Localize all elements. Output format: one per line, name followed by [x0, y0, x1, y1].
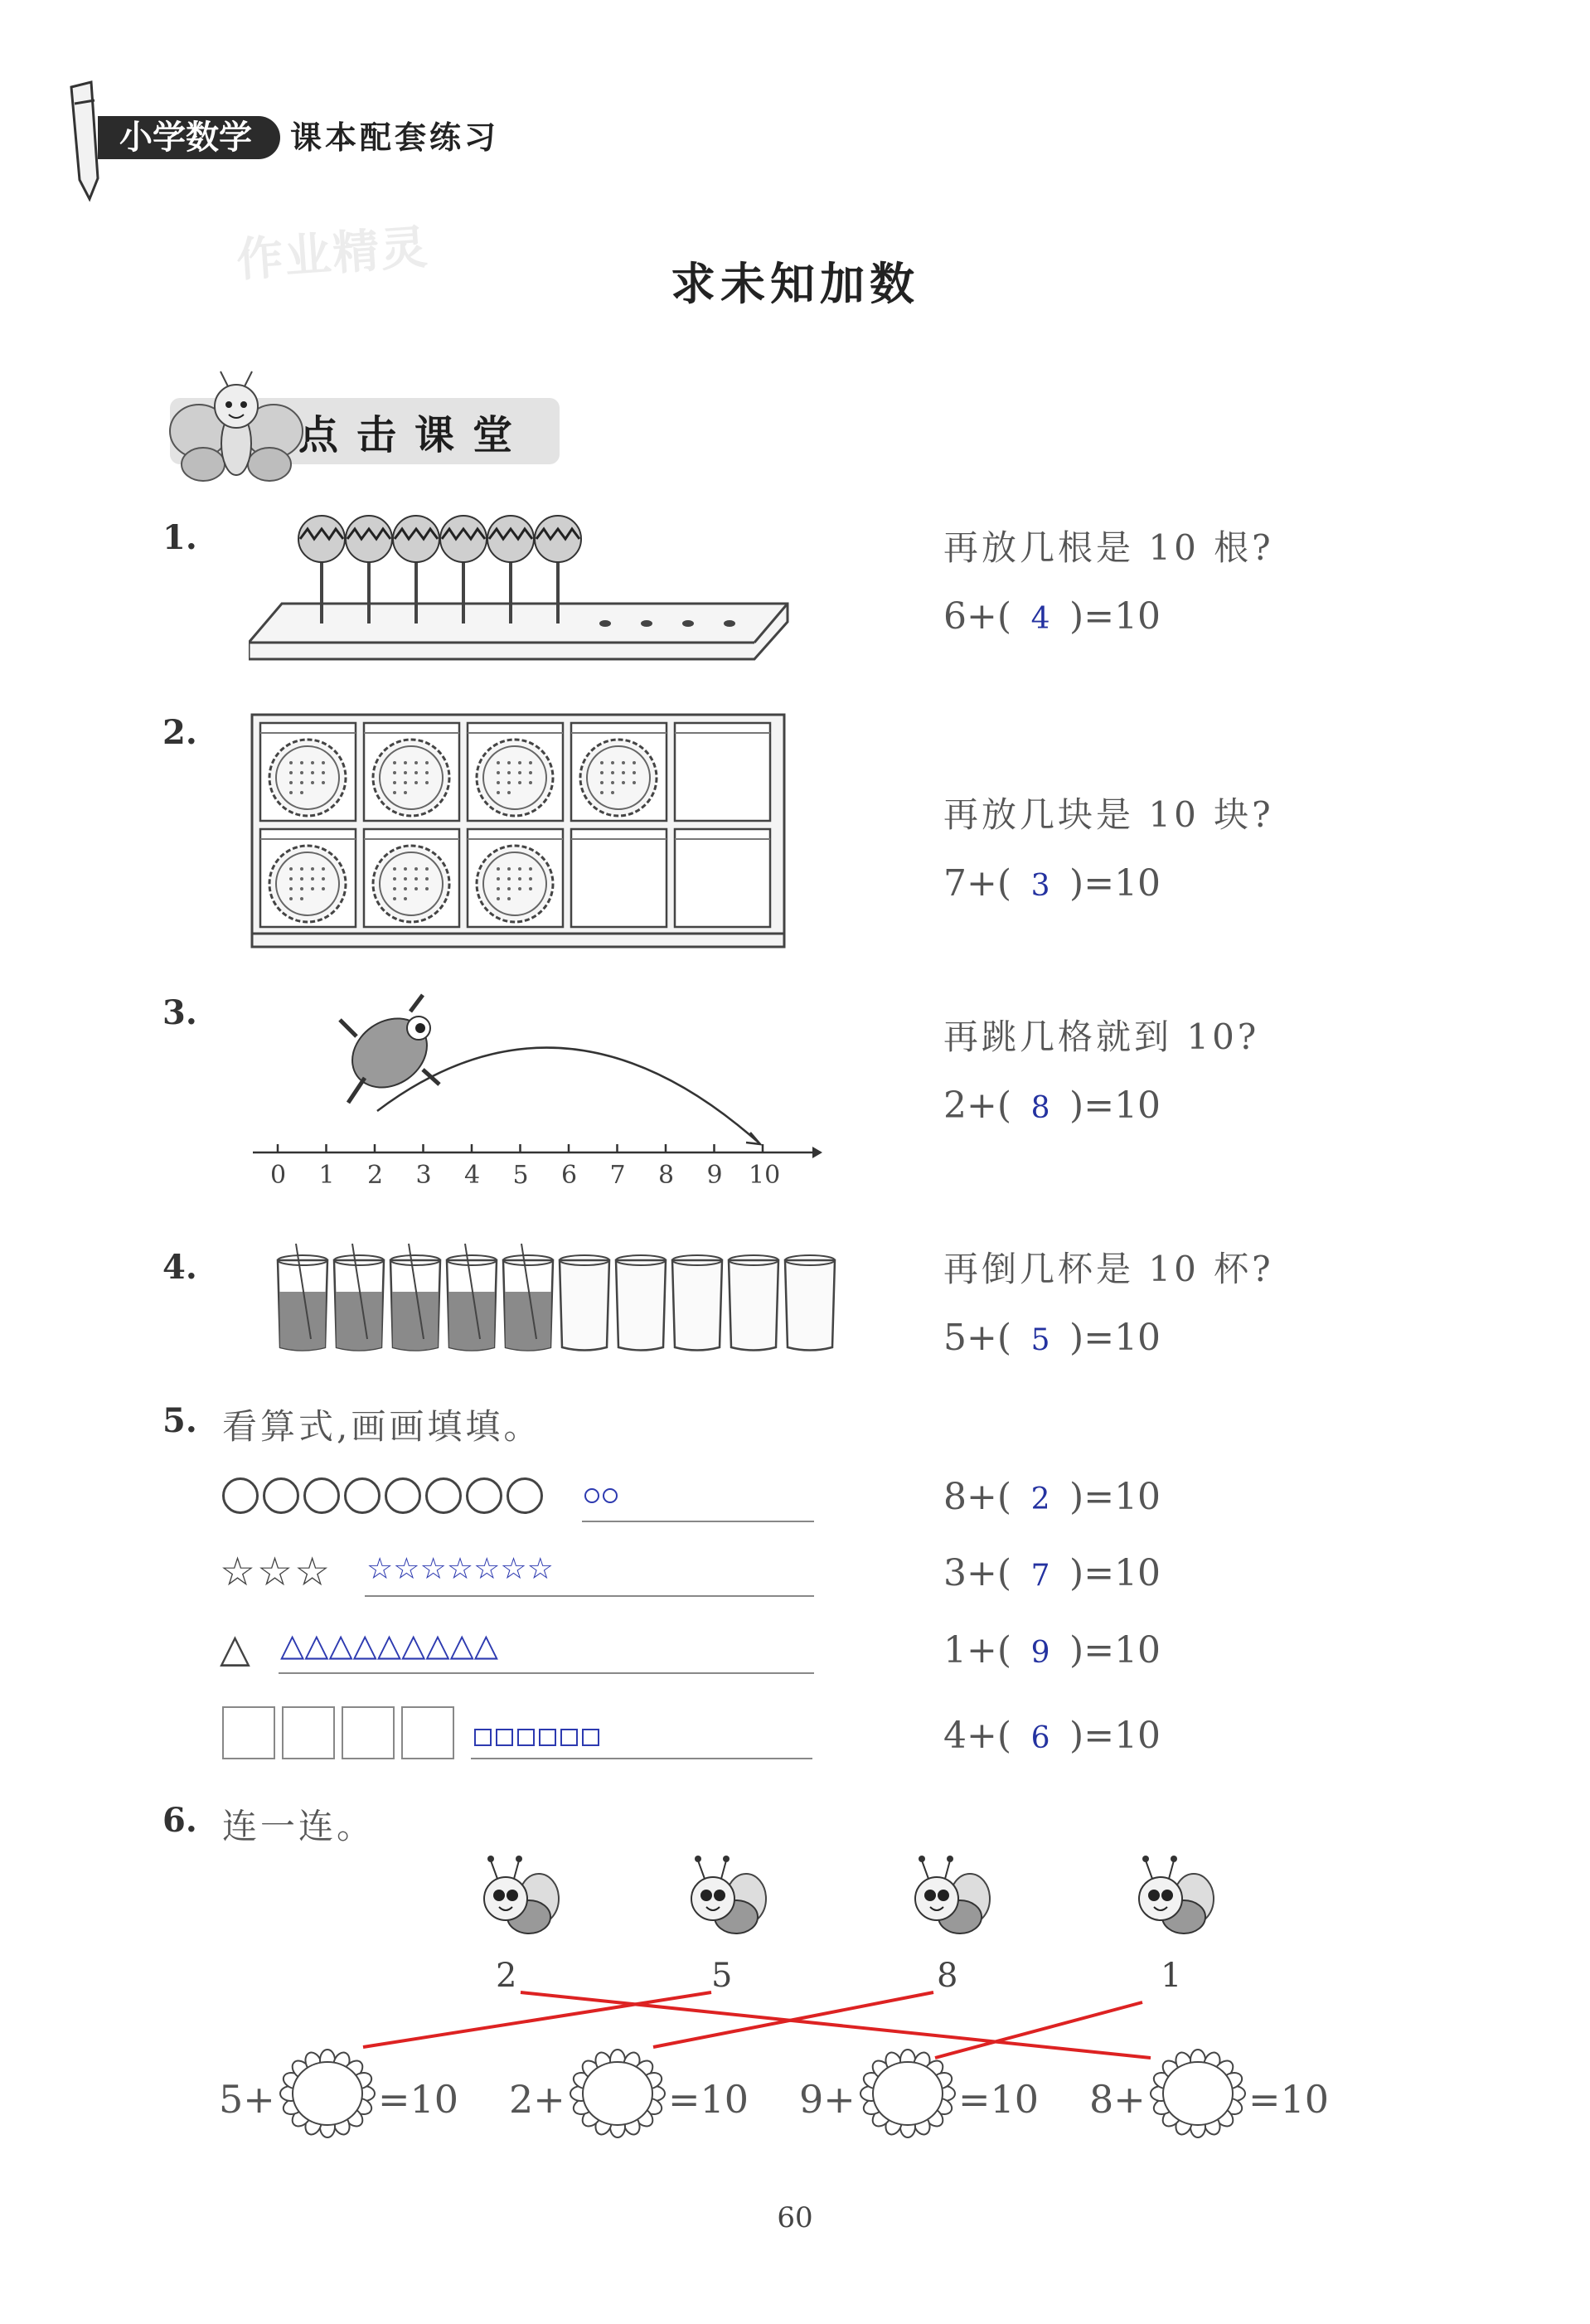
equation: 8+( 2 )=10	[943, 1476, 1161, 1518]
bee-number: 2	[496, 1957, 517, 1995]
equation: 1+( 9 )=10	[943, 1629, 1161, 1671]
tick-label: 0	[270, 1161, 287, 1190]
cracker	[477, 740, 553, 816]
flower-lhs: 2+	[509, 2077, 565, 2122]
box-cell	[571, 829, 667, 927]
tick-label: 1	[318, 1161, 335, 1190]
lesson-title: 求未知加数	[671, 258, 919, 310]
question-prompt: 再跳几格就到 10?	[943, 1016, 1260, 1057]
lollipop-board	[249, 506, 796, 672]
bee-icon	[484, 1856, 559, 1933]
tick-label: 6	[561, 1161, 578, 1190]
bee-number: 8	[937, 1957, 958, 1995]
tick-label: 2	[367, 1161, 384, 1190]
connection-lines	[363, 1992, 1151, 2058]
section-title: 点击课堂	[298, 412, 531, 458]
drawn-triangle: △	[220, 1625, 250, 1671]
question-prompt: 再放几块是 10 块?	[943, 794, 1274, 835]
box-cell	[364, 829, 459, 927]
cup	[785, 1255, 835, 1351]
flower-blank	[570, 2050, 665, 2137]
question-number: 5.	[162, 1401, 197, 1440]
cups	[269, 1235, 850, 1360]
question-number: 4.	[162, 1248, 197, 1287]
box-cell	[468, 829, 563, 927]
answer[interactable]: 7	[1030, 1559, 1050, 1593]
tick-label: 4	[464, 1161, 481, 1190]
answer[interactable]: 8	[1030, 1091, 1050, 1125]
answer[interactable]: 3	[1030, 869, 1050, 903]
answer[interactable]: 4	[1030, 602, 1050, 636]
question-prompt: 连一连。	[222, 1806, 376, 1846]
answer[interactable]: 9	[1030, 1636, 1050, 1670]
cup	[503, 1244, 553, 1351]
drawn-stars: ☆☆☆	[220, 1549, 332, 1595]
question-number: 3.	[162, 993, 197, 1032]
cracker	[269, 846, 346, 922]
box-cell	[571, 723, 667, 821]
flower-rhs: =10	[668, 2077, 749, 2122]
flower-blank	[860, 2050, 955, 2137]
bee-icon	[691, 1856, 766, 1933]
cracker	[580, 740, 657, 816]
tick-label: 7	[609, 1161, 626, 1190]
question-prompt: 再倒几杯是 10 杯?	[943, 1249, 1274, 1289]
watermark-logo: 作业精灵	[235, 220, 431, 289]
equation: 6+( 4 )=10	[943, 595, 1161, 638]
cracker	[373, 740, 449, 816]
cracker-box	[249, 711, 788, 956]
answer[interactable]: 2	[1030, 1482, 1050, 1516]
cup	[447, 1244, 497, 1351]
tick-label: 8	[658, 1161, 675, 1190]
answer[interactable]: 6	[1030, 1721, 1050, 1755]
cracker	[373, 846, 449, 922]
bee-number: 5	[711, 1957, 733, 1995]
answer-line	[365, 1594, 814, 1597]
filled-squares	[474, 1729, 604, 1749]
cracker	[269, 740, 346, 816]
equation: 5+( 5 )=10	[943, 1317, 1161, 1359]
series-badge: 小学数学	[98, 116, 280, 159]
frog-icon	[339, 995, 440, 1103]
bee-icon	[915, 1856, 990, 1933]
filled-stars: ☆☆☆☆☆☆☆	[366, 1552, 554, 1586]
tick-label: 5	[512, 1161, 529, 1190]
box-cell	[260, 829, 356, 927]
cup	[729, 1255, 778, 1351]
equation: 7+( 3 )=10	[943, 862, 1161, 905]
flower-blank	[1151, 2050, 1245, 2137]
page-number: 60	[777, 2201, 813, 2234]
answer-line	[582, 1519, 814, 1522]
bee-number: 1	[1161, 1957, 1182, 1995]
question-prompt: 看算式,画画填填。	[222, 1406, 542, 1447]
box-cell	[260, 723, 356, 821]
flower-lhs: 9+	[799, 2077, 856, 2122]
numberline-labels	[249, 1161, 829, 1194]
book-title: 课本配套练习	[290, 119, 500, 156]
answer-line	[279, 1671, 814, 1674]
cup	[672, 1255, 722, 1351]
box-cell	[364, 723, 459, 821]
tick-label: 3	[415, 1161, 432, 1190]
answer[interactable]: 5	[1030, 1323, 1050, 1357]
cracker	[477, 846, 553, 922]
flower-lhs: 8+	[1089, 2077, 1146, 2122]
filled-circles	[584, 1488, 621, 1506]
cup	[278, 1244, 327, 1351]
equation: 4+( 6 )=10	[943, 1715, 1161, 1757]
drawn-squares	[222, 1706, 461, 1759]
butterfly-icon	[166, 365, 307, 485]
bee-icon	[1139, 1856, 1214, 1933]
filled-triangles: △△△△△△△△△	[280, 1627, 499, 1663]
flower-lhs: 5+	[219, 2077, 275, 2122]
question-number: 1.	[162, 518, 197, 557]
tick-label: 10	[749, 1161, 781, 1190]
cup	[334, 1244, 384, 1351]
flower-rhs: =10	[958, 2077, 1040, 2122]
box-cell	[468, 723, 563, 821]
flower-rhs: =10	[1248, 2077, 1330, 2122]
box-cell	[675, 829, 770, 927]
tick-label: 9	[706, 1161, 723, 1190]
cup	[616, 1255, 666, 1351]
flower-rhs: =10	[378, 2077, 459, 2122]
matching-area	[0, 1841, 1590, 2189]
question-number: 2.	[162, 713, 197, 752]
equation: 3+( 7 )=10	[943, 1552, 1161, 1594]
cup	[390, 1244, 440, 1351]
question-number: 6.	[162, 1801, 197, 1840]
box-cell	[675, 723, 770, 821]
flower-blank	[280, 2050, 375, 2137]
question-prompt: 再放几根是 10 根?	[943, 527, 1274, 568]
answer-line	[471, 1756, 812, 1759]
equation: 2+( 8 )=10	[943, 1084, 1161, 1127]
drawn-circles	[222, 1477, 547, 1514]
cup	[560, 1255, 609, 1351]
